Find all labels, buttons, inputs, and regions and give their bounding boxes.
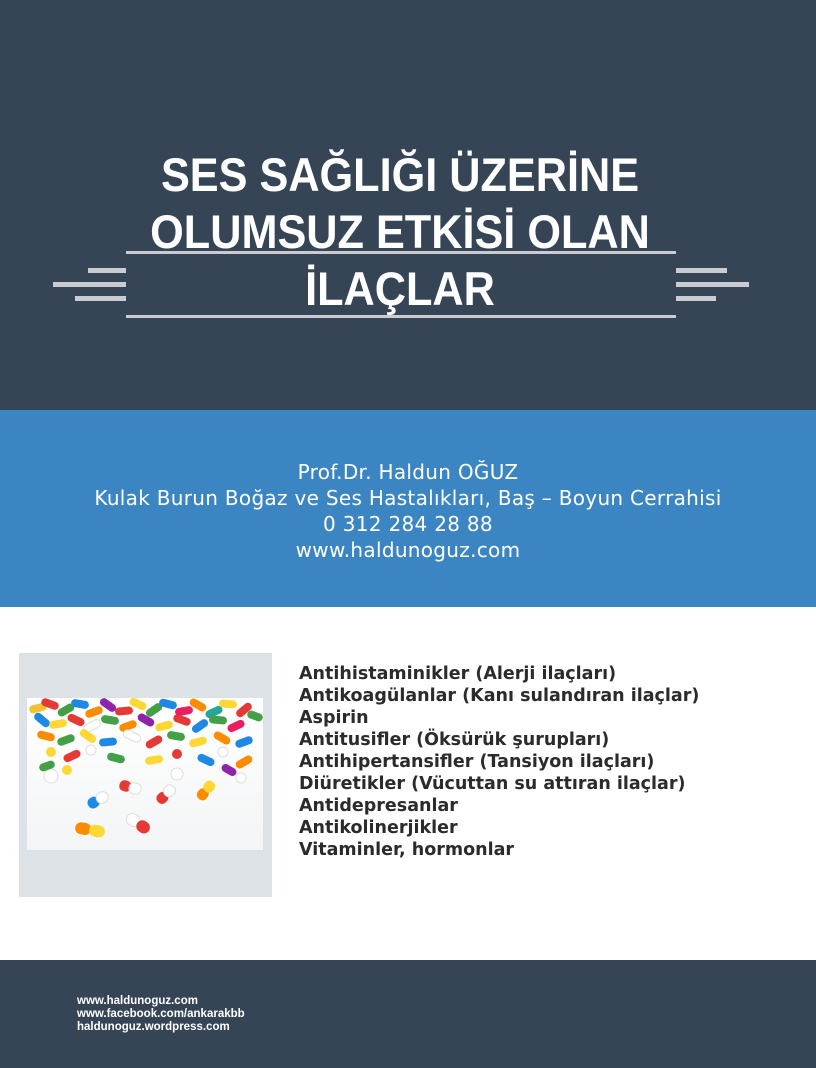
author-specialty: Kulak Burun Boğaz ve Ses Hastalıkları, Baş – Boyun Cerrahisi xyxy=(94,486,722,510)
list-item: Antikolinerjikler xyxy=(299,818,458,838)
pills-illustration xyxy=(27,698,263,850)
list-item: Antihistaminikler (Alerji ilaçları) xyxy=(299,664,617,684)
list-item: Antihipertansifler (Tansiyon ilaçları) xyxy=(299,752,655,772)
list-item: Antitusifler (Öksürük şurupları) xyxy=(299,730,610,750)
left-deco-line-2 xyxy=(53,282,126,287)
pills-image xyxy=(27,698,263,850)
author-name: Prof.Dr. Haldun OĞUZ xyxy=(297,460,519,484)
footer-link-website[interactable]: www.haldunoguz.com xyxy=(77,995,198,1007)
left-deco-line-1 xyxy=(88,268,126,273)
right-deco-line-1 xyxy=(676,268,727,273)
author-info xyxy=(0,459,816,563)
footer-link-facebook[interactable]: www.facebook.com/ankarakbb xyxy=(77,1008,245,1020)
list-item: Vitaminler, hormonlar xyxy=(299,840,515,860)
title-line-2: OLUMSUZ ETKİSİ OLAN xyxy=(150,205,650,258)
title-line-3: İLAÇLAR xyxy=(305,262,495,315)
right-deco-line-2 xyxy=(676,282,749,287)
list-item: Antikoagülanlar (Kanı sulandıran ilaçlar) xyxy=(299,686,700,706)
footer-link-blog[interactable]: haldunoguz.wordpress.com xyxy=(77,1021,230,1033)
author-website: www.haldunoguz.com xyxy=(295,538,521,562)
footer-links xyxy=(77,995,245,1034)
drug-list xyxy=(299,663,699,861)
list-item: Diüretikler (Vücuttan su attıran ilaçlar) xyxy=(299,774,686,794)
page-title xyxy=(124,146,676,317)
list-item: Antidepresanlar xyxy=(299,796,458,816)
title-line-1: SES SAĞLIĞI ÜZERİNE xyxy=(160,148,640,201)
author-phone: 0 312 284 28 88 xyxy=(323,512,493,536)
left-deco-line-3 xyxy=(75,296,126,301)
right-deco-line-3 xyxy=(676,296,716,301)
list-item: Aspirin xyxy=(299,708,369,728)
